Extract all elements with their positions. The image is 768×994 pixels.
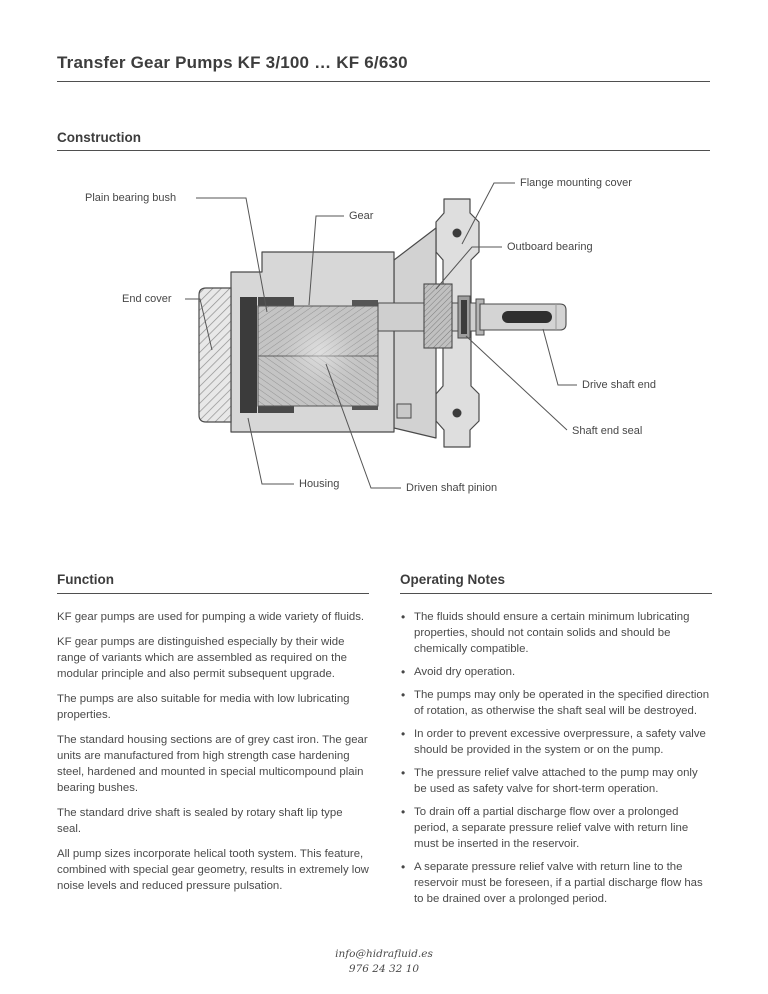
function-heading: Function	[57, 572, 114, 587]
function-paragraph: The standard drive shaft is sealed by rotary shaft lip type seal.	[57, 806, 343, 835]
diagram-label-drive-shaft-end: Drive shaft end	[582, 379, 656, 391]
diagram-label-flange-mounting-cover: Flange mounting cover	[520, 177, 632, 189]
operating-note-item: • The pressure relief valve attached to the pump may only be used as safety valve for short-term operation.	[400, 766, 712, 798]
plain-bearing-bush-parts	[240, 297, 378, 413]
diagram-label-outboard-bearing: Outboard bearing	[507, 241, 593, 253]
operating-notes-list	[400, 610, 712, 908]
operating-notes-section	[400, 572, 712, 915]
operating-note-item: • Avoid dry operation.	[400, 665, 712, 681]
operating-notes-heading: Operating Notes	[400, 572, 506, 587]
operating-notes-heading-rule	[400, 593, 712, 594]
page-footer	[0, 947, 768, 977]
operating-note-item: • The pumps may only be operated in the specified direction of rotation, as otherwise the shaft seal will be destroyed.	[400, 688, 712, 720]
operating-note-item: • In order to prevent excessive overpressure, a safety valve should be provided in the system or on the pump.	[400, 727, 712, 759]
operating-note-item: • To drain off a partial discharge flow over a prolonged period, a separate pressure relief valve with return line must be inserted in the reservoir.	[400, 805, 712, 853]
function-paragraph: The pumps are also suitable for media with low lubricating properties.	[57, 692, 350, 721]
end-cover-part	[199, 288, 231, 422]
drive-shaft-part	[476, 299, 566, 335]
function-paragraph: KF gear pumps are distinguished especially by their wide range of variants which are assembled as required on the modular principle and also permit subsequent upgrade.	[57, 635, 347, 680]
leader-lines	[185, 183, 577, 488]
function-paragraph: All pump sizes incorporate helical tooth system. This feature, combined with special gear geometry, results in extremely low noise levels and reduced pressure pulsation.	[57, 847, 369, 892]
diagram-label-driven-shaft-pinion: Driven shaft pinion	[406, 482, 498, 494]
housing-foot	[397, 404, 411, 418]
diagram-label-housing: Housing	[299, 478, 340, 490]
function-body	[57, 610, 369, 895]
function-paragraph: KF gear pumps are used for pumping a wide variety of fluids.	[57, 611, 365, 623]
operating-note-item: • The fluids should ensure a certain minimum lubricating properties, should not contain solids and should be chemically compatible.	[400, 610, 712, 658]
outboard-bearing-part	[424, 284, 452, 348]
shaft-end-seal-part	[458, 296, 470, 338]
housing-part	[231, 252, 394, 432]
footer-email: info@hidrafluid.es	[335, 948, 433, 960]
title-rule	[57, 81, 710, 82]
diagram-label-shaft-end-seal: Shaft end seal	[572, 425, 643, 437]
operating-note-item: • A separate pressure relief valve with return line to the reservoir must be foreseen, if a partial discharge flow has to be drained over a prolonged period.	[400, 860, 712, 908]
function-heading-rule	[57, 593, 369, 594]
diagram-label-plain-bearing-bush: Plain bearing bush	[85, 192, 177, 204]
bell-adapter-part	[394, 228, 436, 438]
diagram-label-gear: Gear	[349, 210, 374, 222]
flange-mounting-cover-part	[436, 199, 479, 447]
inner-shaft-part	[378, 303, 480, 331]
construction-heading: Construction	[57, 130, 141, 145]
gear-set-part	[258, 306, 378, 406]
function-paragraph: The standard housing sections are of grey cast iron. The gear units are manufactured from high strength case hardening steel, hardened and mounted in special multicompound plain bearing bushes.	[57, 733, 368, 794]
page-title: Transfer Gear Pumps KF 3/100 … KF 6/630	[57, 53, 408, 72]
footer-phone: 976 24 32 10	[348, 963, 420, 976]
construction-rule	[57, 150, 710, 151]
function-section	[57, 572, 369, 904]
diagram-label-end-cover: End cover	[122, 293, 172, 305]
